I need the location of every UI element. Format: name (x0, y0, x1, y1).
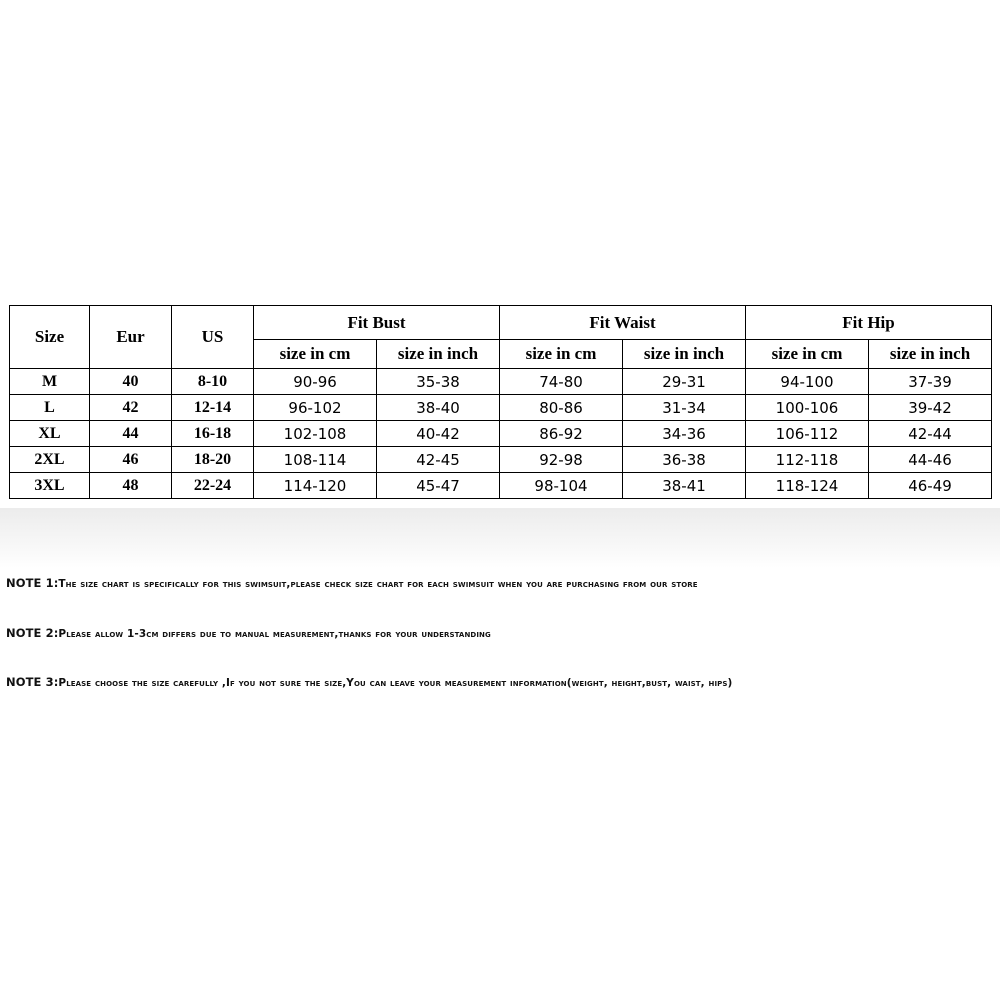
cell-bust-cm: 102-108 (254, 421, 377, 447)
cell-waist-inch: 38-41 (623, 473, 746, 499)
cell-hip-inch: 42-44 (869, 421, 992, 447)
cell-eur: 42 (90, 395, 172, 421)
cell-waist-inch: 34-36 (623, 421, 746, 447)
cell-waist-cm: 92-98 (500, 447, 623, 473)
cell-waist-inch: 36-38 (623, 447, 746, 473)
cell-eur: 44 (90, 421, 172, 447)
cell-bust-cm: 90-96 (254, 369, 377, 395)
cell-bust-inch: 38-40 (377, 395, 500, 421)
cell-hip-inch: 46-49 (869, 473, 992, 499)
header-fit-bust: Fit Bust (254, 306, 500, 340)
note-1-label: NOTE 1: (6, 576, 59, 590)
cell-hip-inch: 44-46 (869, 447, 992, 473)
note-3-label: NOTE 3: (6, 675, 59, 689)
header-fit-waist: Fit Waist (500, 306, 746, 340)
cell-bust-inch: 42-45 (377, 447, 500, 473)
header-us: US (172, 306, 254, 369)
cell-hip-cm: 112-118 (746, 447, 869, 473)
cell-bust-cm: 108-114 (254, 447, 377, 473)
note-3-text: Please choose the size carefully ,If you not sure the size,You can leave your measurement information(weight, height,bust, waist, hips) (58, 677, 733, 689)
cell-hip-inch: 39-42 (869, 395, 992, 421)
subheader-waist-inch: size in inch (623, 340, 746, 369)
table-row (10, 395, 992, 421)
cell-hip-inch: 37-39 (869, 369, 992, 395)
table-row (10, 473, 992, 499)
cell-waist-cm: 80-86 (500, 395, 623, 421)
cell-us: 16-18 (172, 421, 254, 447)
cell-us: 12-14 (172, 395, 254, 421)
cell-size: L (10, 395, 90, 421)
cell-bust-cm: 114-120 (254, 473, 377, 499)
cell-bust-inch: 45-47 (377, 473, 500, 499)
subheader-hip-cm: size in cm (746, 340, 869, 369)
cell-size: XL (10, 421, 90, 447)
cell-bust-cm: 96-102 (254, 395, 377, 421)
cell-waist-cm: 86-92 (500, 421, 623, 447)
subheader-waist-cm: size in cm (500, 340, 623, 369)
note-1-text: The size chart is specifically for this swimsuit,please check size chart for each swimsuit when you are purchasing from our store (58, 578, 698, 590)
subheader-hip-inch: size in inch (869, 340, 992, 369)
note-1 (6, 576, 698, 590)
cell-us: 18-20 (172, 447, 254, 473)
cell-eur: 48 (90, 473, 172, 499)
note-3 (6, 675, 732, 689)
shadow-band (0, 508, 1000, 568)
cell-waist-inch: 29-31 (623, 369, 746, 395)
cell-eur: 46 (90, 447, 172, 473)
cell-us: 22-24 (172, 473, 254, 499)
note-2 (6, 626, 491, 640)
cell-hip-cm: 106-112 (746, 421, 869, 447)
cell-bust-inch: 35-38 (377, 369, 500, 395)
note-2-label: NOTE 2: (6, 626, 59, 640)
cell-waist-inch: 31-34 (623, 395, 746, 421)
cell-size: M (10, 369, 90, 395)
table-row (10, 447, 992, 473)
header-eur: Eur (90, 306, 172, 369)
cell-eur: 40 (90, 369, 172, 395)
header-size: Size (10, 306, 90, 369)
size-chart-table (9, 305, 992, 499)
cell-us: 8-10 (172, 369, 254, 395)
subheader-bust-cm: size in cm (254, 340, 377, 369)
cell-waist-cm: 74-80 (500, 369, 623, 395)
cell-waist-cm: 98-104 (500, 473, 623, 499)
cell-size: 3XL (10, 473, 90, 499)
table-row (10, 369, 992, 395)
header-fit-hip: Fit Hip (746, 306, 992, 340)
table-row (10, 421, 992, 447)
cell-hip-cm: 94-100 (746, 369, 869, 395)
cell-hip-cm: 118-124 (746, 473, 869, 499)
cell-hip-cm: 100-106 (746, 395, 869, 421)
subheader-bust-inch: size in inch (377, 340, 500, 369)
note-2-text: Please allow 1-3cm differs due to manual measurement,thanks for your understanding (58, 628, 491, 640)
cell-bust-inch: 40-42 (377, 421, 500, 447)
cell-size: 2XL (10, 447, 90, 473)
